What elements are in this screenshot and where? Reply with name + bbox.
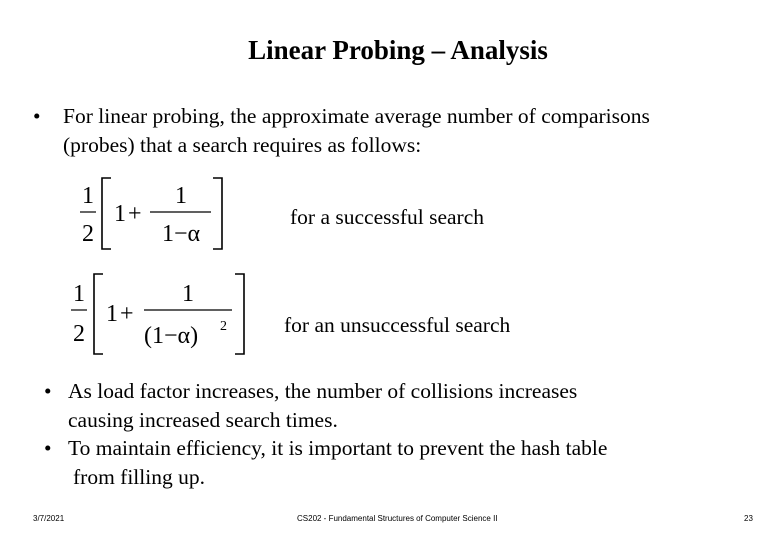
bullet-line: (probes) that a search requires as follows:	[63, 133, 422, 157]
formula-left-bracket	[94, 274, 103, 354]
slide-title: Linear Probing – Analysis	[248, 35, 548, 65]
formula-outer-numerator: 1	[82, 183, 94, 209]
bullet-text	[33, 102, 753, 160]
bullet-symbol: •	[44, 379, 52, 403]
formula-one: 1	[106, 301, 118, 327]
bullet-item-probes	[33, 102, 753, 160]
bullet-line: As load factor increases, the number of collisions increases	[68, 379, 578, 403]
formula-exponent: 2	[220, 319, 227, 334]
formula-right-bracket	[213, 178, 222, 249]
bullet-line: causing increased search times.	[68, 408, 338, 432]
formula-successful-search	[78, 175, 228, 255]
bullet-text	[44, 377, 754, 435]
formula-one: 1	[114, 201, 126, 227]
bullet-item-efficiency	[44, 434, 754, 492]
formula-inner-numerator: 1	[182, 281, 194, 307]
formula-left-bracket	[102, 178, 111, 249]
footer-course-title: CS202 - Fundamental Structures of Computer Science II	[297, 514, 498, 523]
formula-label-unsuccessful: for an unsuccessful search	[284, 313, 511, 337]
formula-outer-denominator: 2	[82, 221, 94, 247]
bullet-item-load-factor	[44, 377, 754, 435]
formula-plus: +	[128, 201, 142, 227]
formula-inner-numerator: 1	[175, 183, 187, 209]
bullet-symbol: •	[44, 436, 52, 460]
formula-label-successful: for a successful search	[290, 205, 485, 229]
bullet-line: For linear probing, the approximate average number of comparisons	[63, 104, 650, 128]
footer-page-number: 23	[744, 514, 753, 523]
formula-plus: +	[120, 301, 134, 327]
formula-inner-denominator: (1−α)	[144, 323, 199, 349]
formula-outer-numerator: 1	[73, 281, 85, 307]
formula-right-bracket	[235, 274, 244, 354]
bullet-symbol: •	[33, 104, 41, 128]
bullet-line: from filling up.	[73, 465, 205, 489]
formula-inner-denominator: 1−α	[161, 221, 201, 247]
bullet-text	[44, 434, 754, 492]
formula-outer-denominator: 2	[73, 321, 85, 347]
footer-date: 3/7/2021	[33, 514, 65, 523]
formula-unsuccessful-search	[68, 270, 250, 358]
bullet-line: To maintain efficiency, it is important to prevent the hash table	[68, 436, 608, 460]
